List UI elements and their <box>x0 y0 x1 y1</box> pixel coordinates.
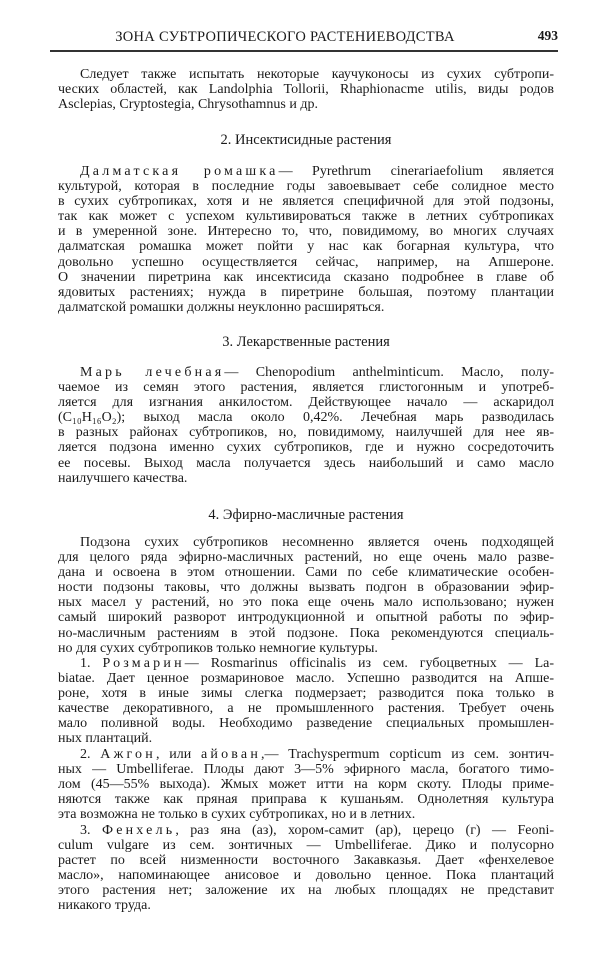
text-line <box>58 179 554 194</box>
text-line <box>58 67 554 82</box>
text-segment: Следует также испытать некоторые каучуконосы из сухих субтропи- <box>80 67 554 82</box>
text-segment: и в умеренной зоне. Интересно то, что, повидимому, во многих случаях <box>58 224 554 240</box>
text-line <box>58 762 554 777</box>
text-line <box>58 580 554 595</box>
text-line <box>58 164 554 179</box>
page-number: 493 <box>537 28 558 43</box>
text-line <box>58 440 554 455</box>
text-segment: так как может с успехом культивироваться также в летних субтропиках <box>58 209 554 225</box>
text-segment: но-масличным растениям в этой подзоне. Пока рекомендуются специаль- <box>58 625 554 641</box>
text-line <box>58 410 554 425</box>
text-segment: 1. <box>80 656 103 671</box>
text-segment: довольно успешно осуществляется сейчас, например, на Апшероне. <box>58 254 554 270</box>
text-line <box>58 716 554 731</box>
text-segment: роне, хотя в иные зимы слегка подмерзает; разводится пока только в <box>58 686 554 702</box>
spaced-term: Далматская ромашка <box>80 164 279 179</box>
text-line <box>58 550 554 565</box>
text-line <box>58 641 554 656</box>
text-line <box>58 883 554 898</box>
text-segment: ческих областей, как Landolphia Tollorii, Rhaphionacme utilis, виды родов <box>58 82 554 98</box>
spaced-term: Марь лечебная <box>80 365 225 380</box>
text-line <box>58 853 554 868</box>
text-segment: Подзона сухих субтропиков несомненно является очень подходящей <box>80 535 554 550</box>
text-segment: наилучшего качества. <box>58 470 188 486</box>
text-segment: biatae. Дает ценное розмариновое масло. Успешно разводится на Апше- <box>58 671 554 687</box>
text-segment: 2. <box>80 747 101 762</box>
paragraph <box>58 823 554 914</box>
text-line <box>58 97 554 112</box>
text-segment: (C₁₀H₁₆O₂); выход масла около 0,42%. Лечебная марь разводилась <box>58 410 554 426</box>
text-segment: мало поливной воды. Необходимо разведение специальных промышлен- <box>58 716 554 732</box>
text-segment: ляется подзона именно сухих субтропиков, где и нужно сосредоточить <box>58 440 554 456</box>
text-segment: этого растения нет; заложение их на любых площадях не представит <box>58 883 554 899</box>
text-line <box>58 777 554 792</box>
spaced-term: Фенхель <box>101 823 176 838</box>
text-line <box>58 425 554 440</box>
text-segment: самый широкий разворот интродукционной и опытной работы по эфир- <box>58 610 554 626</box>
text-line <box>58 224 554 239</box>
text-segment: ных масел у растений, но это пока еще очень мало использовано; нужен <box>58 595 554 611</box>
text-line <box>58 285 554 300</box>
text-line <box>58 671 554 686</box>
spaced-term: Розмарин <box>102 656 185 671</box>
text-segment: — Pyrethrum cinerariaefolium является <box>278 164 554 179</box>
text-segment: качестве декоративного, а не промышленного растения. Требует очень <box>58 701 554 717</box>
text-line <box>58 792 554 807</box>
text-segment: но для сухих субтропиков только немногие культуры. <box>58 640 378 656</box>
text-segment: ляется для изгнания анкилостом. Действующее начало — аскаридол <box>58 395 554 411</box>
text-segment: никакого труда. <box>58 898 151 914</box>
text-line <box>58 456 554 471</box>
paragraph <box>58 535 554 656</box>
text-line <box>58 239 554 254</box>
text-segment: в разных районах субтропиков, но, повидимому, наилучшей для нее яв- <box>58 425 554 441</box>
text-segment: , или <box>155 747 201 762</box>
text-segment: в сухих субтропиках, хотя и не является специфичной для этой подзоны, <box>58 194 554 210</box>
text-segment: ности подзоны таковы, что должны вызвать подгон в образовании эфир- <box>58 580 554 596</box>
paragraph <box>58 365 554 486</box>
text-line <box>58 823 554 838</box>
paragraph <box>58 67 554 112</box>
text-line <box>58 656 554 671</box>
text-segment: масло», напоминающее анисовое и довольно ценное. Пока плантаций <box>58 868 554 884</box>
text-line <box>58 747 554 762</box>
text-line <box>58 731 554 746</box>
text-segment: чаемое из семян этого растения, является глистогонным и употреб- <box>58 380 554 396</box>
text-segment: О значении пиретрина как инсектисида сказано подробнее в главе об <box>58 269 554 285</box>
section-heading: 2. Инсектисидные растения <box>220 132 392 148</box>
text-line <box>58 701 554 716</box>
text-segment: ее посевы. Выход масла получается здесь наибольший и само масло <box>58 455 554 471</box>
text-line <box>58 209 554 224</box>
text-segment: для целого ряда эфирно-масличных растений, но еще очень мало разве- <box>58 550 554 566</box>
text-segment: эта возможна не только в сухих субтропиках, но и в летних. <box>58 807 416 823</box>
text-line <box>58 255 554 270</box>
text-segment: далматской ромашки должны неуклонно расширяться. <box>58 299 385 315</box>
paragraph <box>58 747 554 822</box>
text-segment: растет по всей низменности восточного Закавказья. Дает «фенхелевое <box>58 853 554 869</box>
text-line <box>58 300 554 315</box>
text-line <box>58 686 554 701</box>
text-line <box>58 898 554 913</box>
text-line <box>58 868 554 883</box>
text-line <box>58 535 554 550</box>
text-line <box>58 270 554 285</box>
text-line <box>58 838 554 853</box>
text-line <box>58 365 554 380</box>
text-segment: Asclepias, Cryptostegia, Chrysothamnus и др. <box>58 97 318 113</box>
text-segment: ных плантаций. <box>58 731 153 747</box>
text-line <box>58 82 554 97</box>
text-segment: дана и освоена в этом отношении. Сами по себе климатические особен- <box>58 565 554 581</box>
text-line <box>58 807 554 822</box>
header-rule <box>50 50 558 52</box>
text-segment: — Rosmarinus officinalis из сем. губоцветных — La- <box>184 656 554 671</box>
text-segment: ных — Umbelliferae. Плоды дают 3—5% эфирного масла, богатого тимо- <box>58 762 554 778</box>
text-line <box>58 610 554 625</box>
text-segment: , раз яна (аз), хором-самит (ар), церецо (г) — Feoni- <box>175 823 554 838</box>
text-segment: няются также как пряная приправа к кушаньям. Однолетняя культура <box>58 792 554 808</box>
section-heading: 3. Лекарственные растения <box>222 334 390 350</box>
text-line <box>58 395 554 410</box>
text-segment: далматская ромашка может пойти у нас как богарная культура, что <box>58 239 554 255</box>
paragraph <box>58 656 554 747</box>
text-line <box>58 595 554 610</box>
text-segment: 3. <box>80 823 102 838</box>
text-segment: культурой, которая в последние годы завоевывает себе солидное место <box>58 179 554 195</box>
text-line <box>58 626 554 641</box>
text-segment: — Chenopodium anthelminticum. Масло, полу- <box>224 365 554 380</box>
text-segment: ,— Trachyspermum copticum из сем. зонтич- <box>261 747 554 762</box>
text-segment: лом (45—55% выхода). Жмых может итти на корм скоту. Плоды приме- <box>58 777 554 793</box>
text-line <box>58 194 554 209</box>
text-line <box>58 380 554 395</box>
section-heading: 4. Эфирно-масличные растения <box>208 507 404 523</box>
paragraph <box>58 164 554 315</box>
text-line <box>58 471 554 486</box>
text-line <box>58 565 554 580</box>
spaced-term: айован <box>200 747 262 762</box>
spaced-term: Ажгон <box>100 747 156 762</box>
text-segment: ядовитых растениях; нужда в пиретрине большая, поэтому плантации <box>58 284 554 300</box>
running-header-title: ЗОНА СУБТРОПИЧЕСКОГО РАСТЕНИЕВОДСТВА <box>115 29 455 45</box>
text-segment: culum vulgare из сем. зонтичных — Umbelliferae. Дико и полусорно <box>58 838 554 854</box>
